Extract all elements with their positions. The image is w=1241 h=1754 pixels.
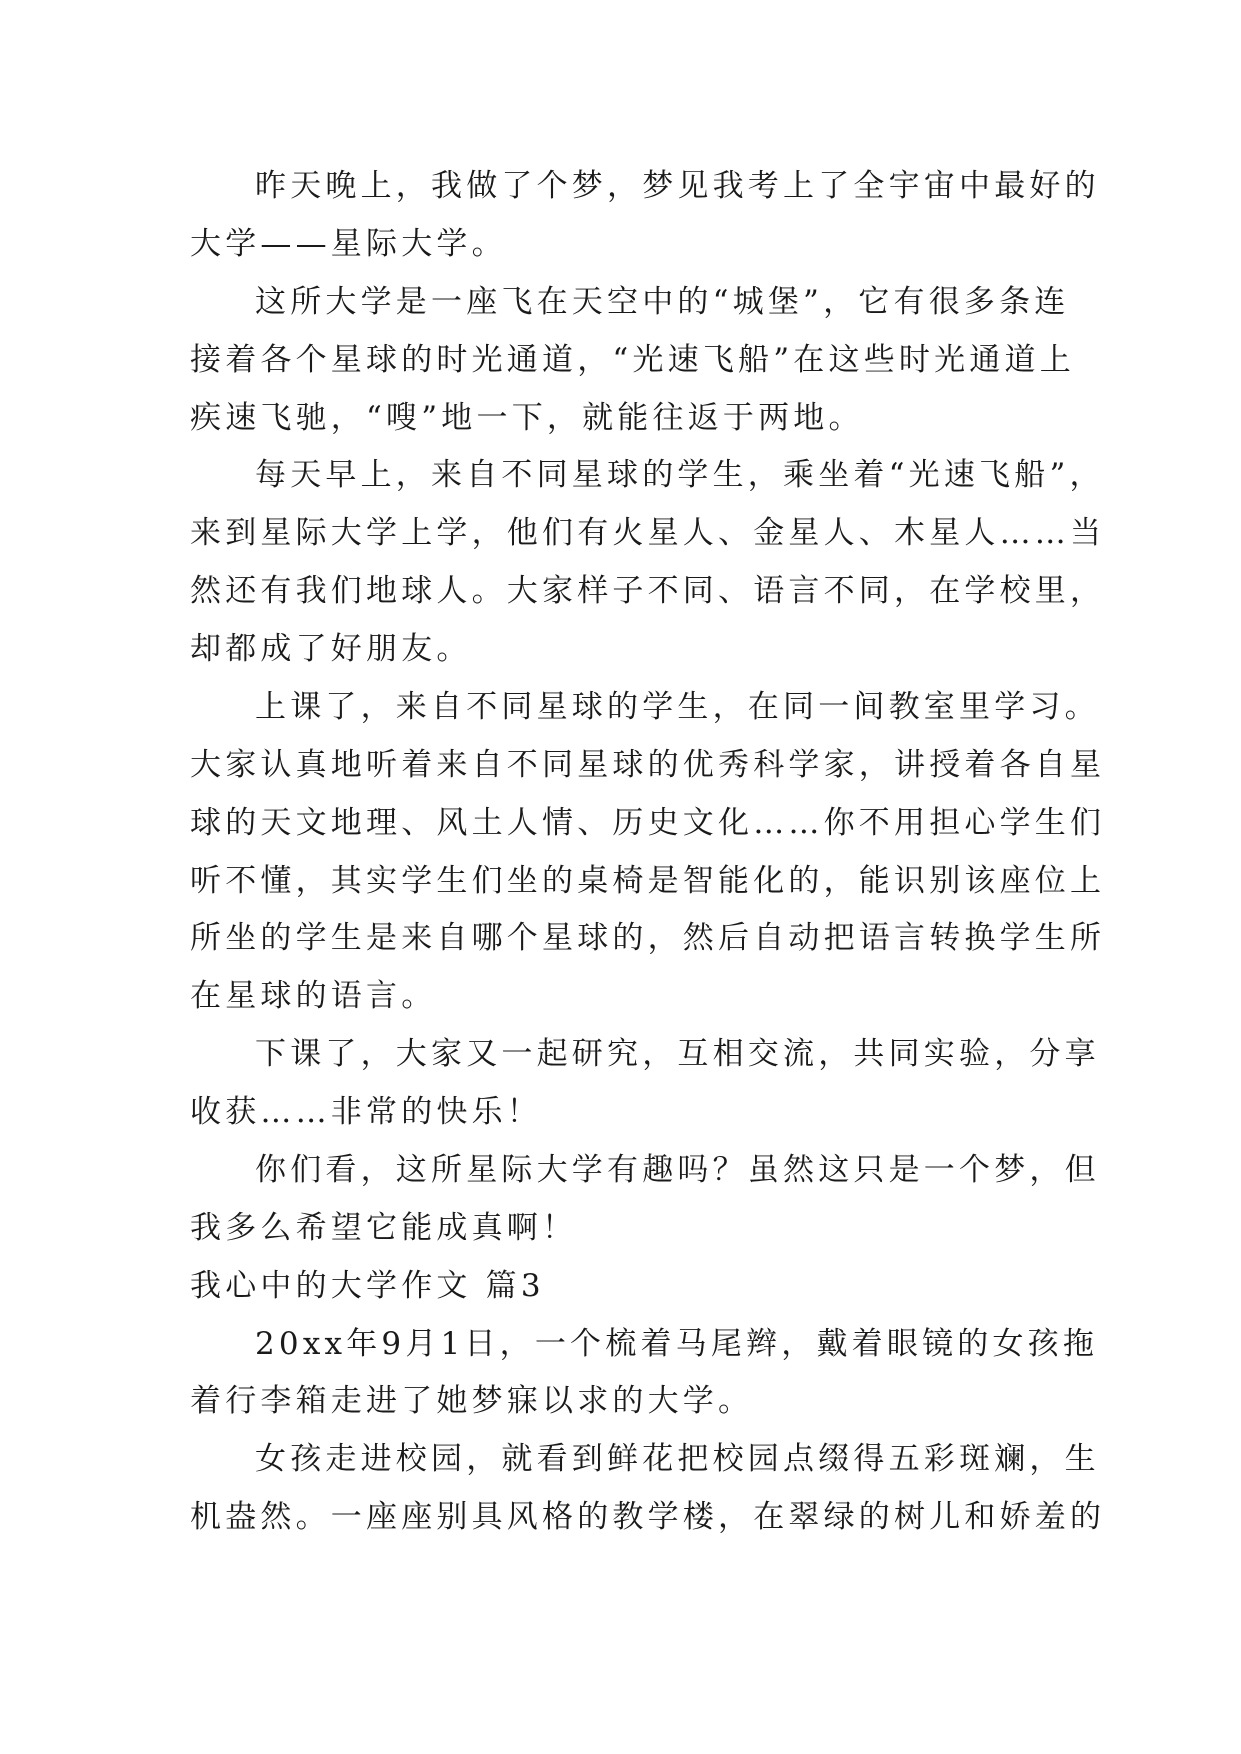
paragraph-1-line-2: 大学——星际大学。 [190,226,507,262]
paragraph-7-line-1: 20xx年9月1日，一个梳着马尾辫，戴着眼镜的女孩拖 [255,1326,1099,1362]
paragraph-4-line-5: 所坐的学生是来自哪个星球的，然后自动把语言转换学生所 [190,920,1106,956]
paragraph-3-line-4: 却都成了好朋友。 [190,631,472,667]
paragraph-3-line-3: 然还有我们地球人。大家样子不同、语言不同，在学校里， [190,573,1106,609]
paragraph-8-line-1: 女孩走进校园，就看到鲜花把校园点缀得五彩斑斓，生 [255,1441,1100,1477]
paragraph-4-line-6: 在星球的语言。 [190,978,437,1014]
paragraph-4-line-2: 大家认真地听着来自不同星球的优秀科学家，讲授着各自星 [190,747,1106,783]
paragraph-6-line-2: 我多么希望它能成真啊！ [190,1210,578,1246]
paragraph-4-line-1: 上课了，来自不同星球的学生，在同一间教室里学习。 [255,689,1100,725]
paragraph-8-line-2: 机盎然。一座座别具风格的教学楼，在翠绿的树儿和娇羞的 [190,1499,1106,1535]
paragraph-2-line-2: 接着各个星球的时光通道，“光速飞船”在这些时光通道上 [190,342,1075,378]
paragraph-2-line-1: 这所大学是一座飞在天空中的“城堡”，它有很多条连 [255,284,1070,320]
paragraph-3-line-2: 来到星际大学上学，他们有火星人、金星人、木星人……当 [190,515,1106,551]
paragraph-6-line-1: 你们看，这所星际大学有趣吗？虽然这只是一个梦，但 [255,1152,1100,1188]
paragraph-4-line-4: 听不懂，其实学生们坐的桌椅是智能化的，能识别该座位上 [190,863,1106,899]
paragraph-5-line-2: 收获……非常的快乐！ [190,1094,542,1130]
paragraph-7-line-2: 着行李箱走进了她梦寐以求的大学。 [190,1383,754,1419]
paragraph-4-line-3: 球的天文地理、风土人情、历史文化……你不用担心学生们 [190,805,1106,841]
paragraph-3-line-1: 每天早上，来自不同星球的学生，乘坐着“光速飞船”， [255,457,1105,493]
section-heading: 我心中的大学作文 篇3 [190,1268,545,1304]
paragraph-1-line-1: 昨天晚上，我做了个梦，梦见我考上了全宇宙中最好的 [255,168,1100,204]
paragraph-5-line-1: 下课了，大家又一起研究，互相交流，共同实验，分享 [255,1036,1100,1072]
paragraph-2-line-3: 疾速飞驰，“嗖”地一下，就能往返于两地。 [190,400,864,436]
